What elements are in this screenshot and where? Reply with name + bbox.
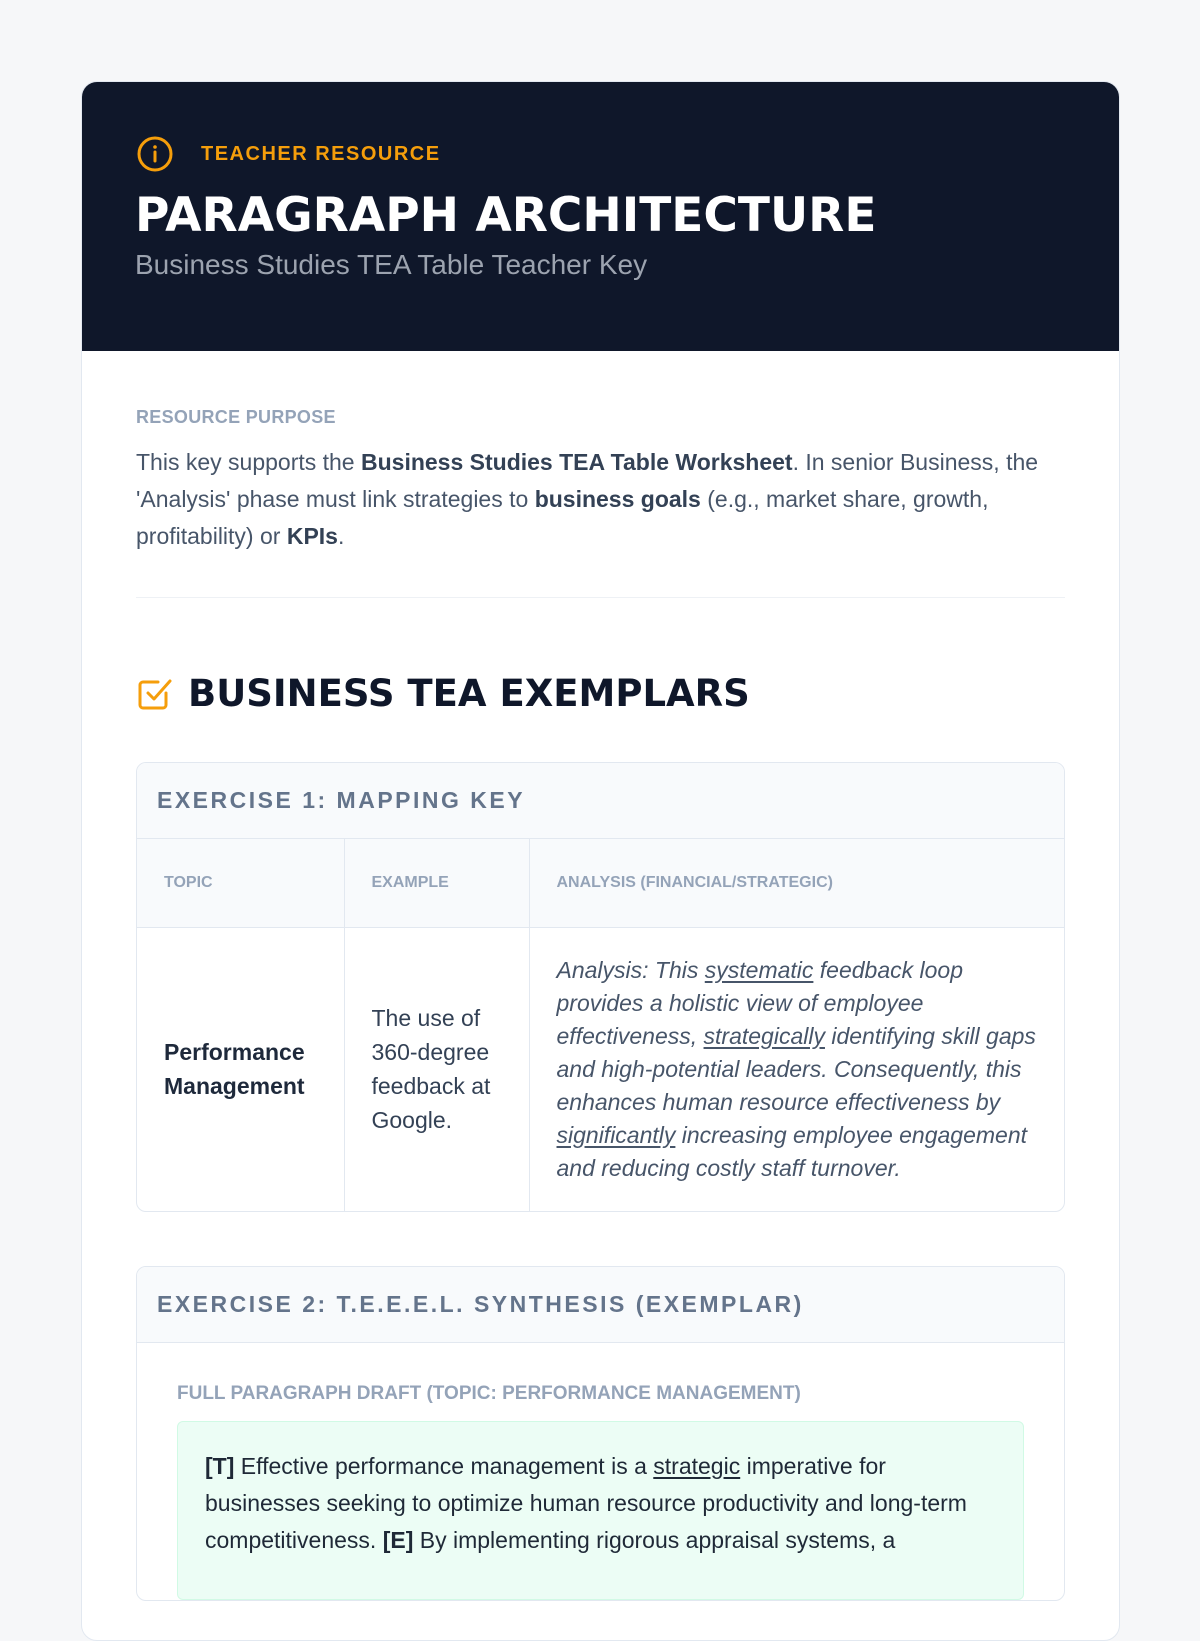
checkbox-icon: [136, 674, 174, 712]
content-area: [82, 351, 1119, 1601]
page-subtitle: Business Studies TEA Table Teacher Key: [135, 249, 648, 280]
topic-cell: Performance Management: [137, 927, 344, 1211]
analysis-cell: Analysis: This systematic feedback loop provides a holistic view of employee effectiveness, strategically identifying skill gaps and high-potential leaders. Consequently, this enhances human resource effectiveness by significantly increasing employee engagement and reducing costly staff turnover.: [556, 956, 1036, 1181]
exemplars-heading: [136, 670, 1065, 716]
draft-label: FULL PARAGRAPH DRAFT (TOPIC: PERFORMANCE MANAGEMENT): [177, 1382, 801, 1404]
section-divider: [136, 597, 1065, 598]
column-header-analysis: ANALYSIS (FINANCIAL/STRATEGIC): [529, 839, 1064, 927]
purpose-text: This key supports the Business Studies TEA Table Worksheet. In senior Business, the 'Analysis' phase must link strategies to business goals (e.g., market share, growth, profitability) or KPIs.: [136, 449, 1039, 549]
mapping-table: [137, 839, 1064, 1211]
badge-label: TEACHER RESOURCE: [201, 142, 441, 165]
exercise-2-panel: [136, 1266, 1065, 1601]
table-header-row: [137, 839, 1064, 927]
exemplars-title: BUSINESS TEA EXEMPLARS: [188, 671, 750, 715]
exercise-1-panel: [136, 762, 1065, 1212]
column-header-topic: TOPIC: [137, 839, 344, 927]
resource-badge: [135, 134, 1066, 174]
purpose-label: RESOURCE PURPOSE: [136, 407, 336, 427]
exercise-2-title: EXERCISE 2: T.E.E.E.L. SYNTHESIS (EXEMPLAR): [137, 1267, 1064, 1343]
table-row: [137, 927, 1064, 1211]
column-header-example: EXAMPLE: [344, 839, 529, 927]
exercise-2-body: [137, 1343, 1064, 1600]
info-circle-icon: [135, 134, 175, 174]
exercise-1-title: EXERCISE 1: MAPPING KEY: [137, 763, 1064, 839]
document-card: [81, 81, 1120, 1641]
draft-paragraph: [T] Effective performance management is a strategic imperative for businesses seeking to optimize human resource productivity and long-term competitiveness. [E] By implementing rigorous appraisal systems, a: [177, 1421, 1024, 1600]
page-title: PARAGRAPH ARCHITECTURE: [135, 188, 877, 243]
header-banner: [82, 82, 1119, 351]
example-cell: The use of 360-degree feedback at Google.: [344, 927, 529, 1211]
